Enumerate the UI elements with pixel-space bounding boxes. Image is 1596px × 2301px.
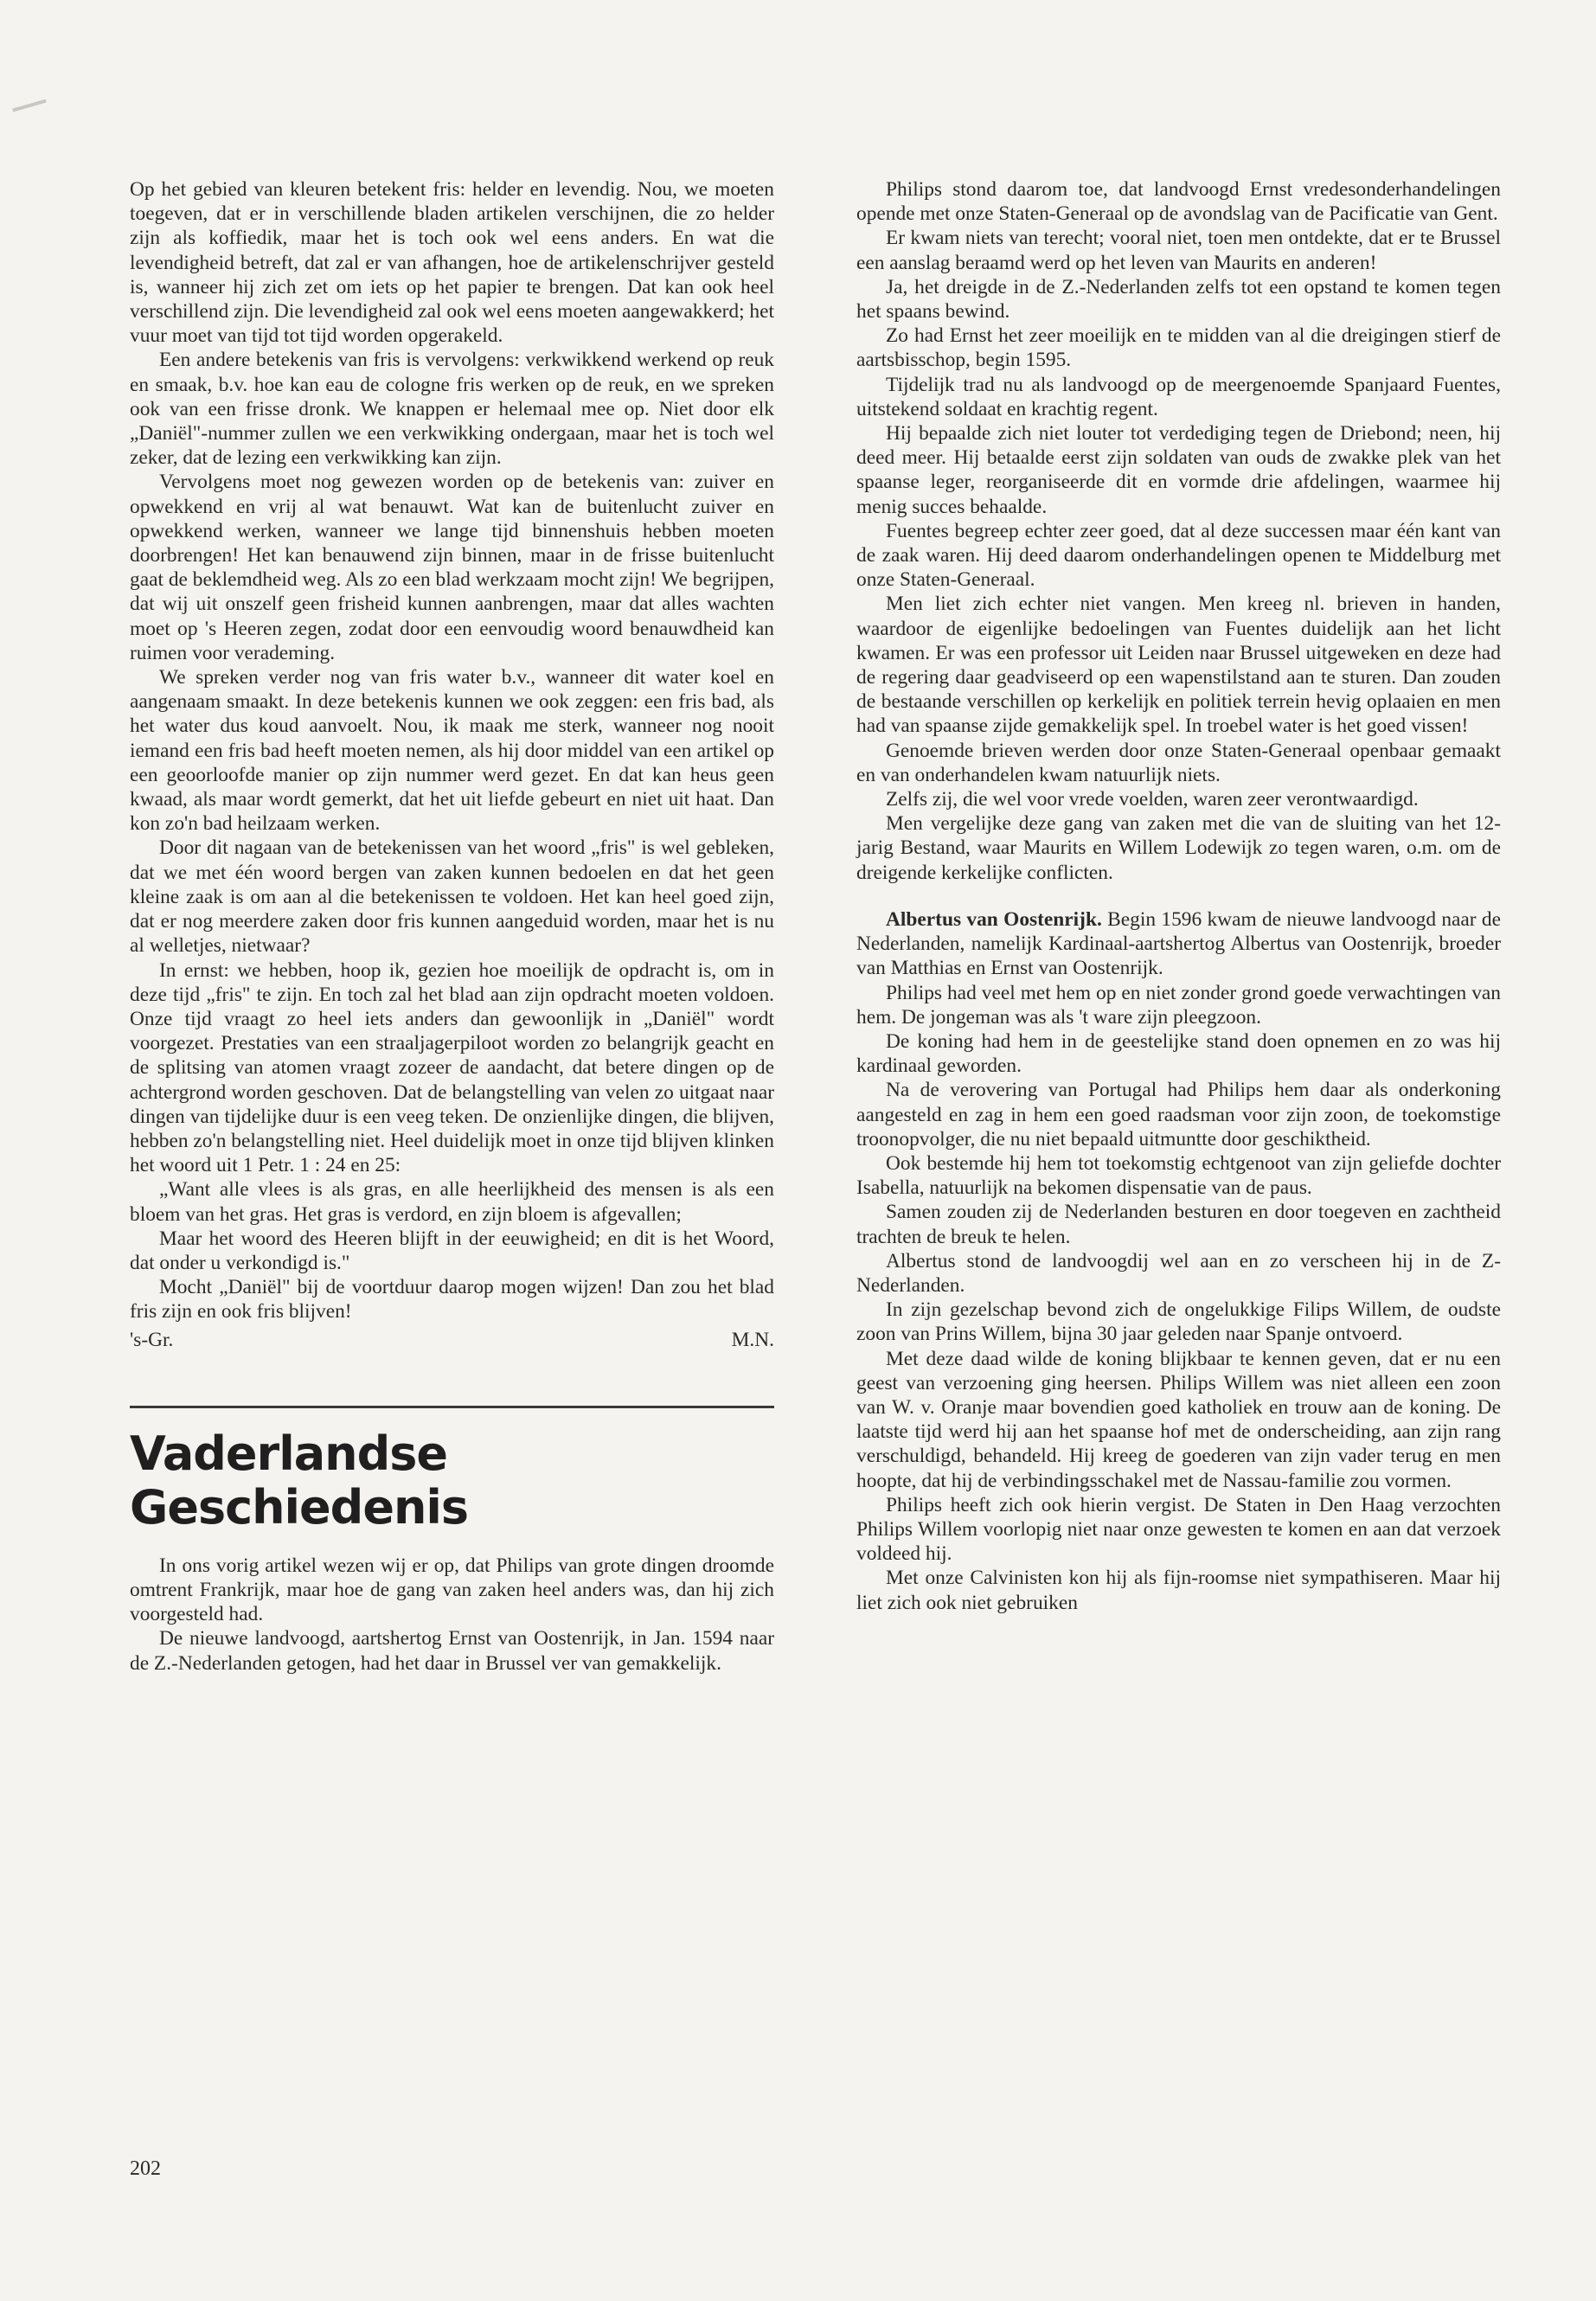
left-column: [130, 177, 774, 1676]
run-in-text: Begin 1596 kwam de nieuwe landvoogd naar de Nederlanden, namelijk Kardinaal-aartshertog Albertus van Oostenrijk, broeder van Matthias en Ernst van Oostenrijk.: [856, 907, 1501, 980]
signature-initials: M.N.: [731, 1328, 774, 1351]
paragraph: De koning had hem in de geestelijke stand doen opnemen en zo was hij kardinaal geworden.: [856, 1029, 1501, 1078]
paragraph: Hij bepaalde zich niet louter tot verdediging tegen de Driebond; neen, hij deed meer. Hij betaalde eerst zijn soldaten van ouds de zwakke plek van het spaanse leger, reorganiseerde dit en vormde drie afdelingen, waarmee hij menig succes behaalde.: [856, 422, 1501, 518]
paragraph: Tijdelijk trad nu als landvoogd op de meergenoemde Spanjaard Fuentes, uitstekend soldaat en krachtig regent.: [856, 373, 1501, 420]
signature-place: 's-Gr.: [130, 1328, 174, 1351]
section-title: Vaderlandse Geschiedenis: [130, 1426, 469, 1535]
section-divider: [130, 1406, 774, 1408]
paragraph: Philips stond daarom toe, dat landvoogd Ernst vredesonderhandelingen opende met onze Staten-Generaal op de avondslag van de Pacificatie van Gent.: [856, 178, 1501, 226]
scan-edge-mark: [12, 99, 47, 112]
quote-paragraph: Maar het woord des Heeren blijft in der eeuwigheid; en dit is het Woord, dat onder u verkondigd is.": [130, 1227, 774, 1274]
paragraph: Zo had Ernst het zeer moeilijk en te midden van al die dreigingen stierf de aartsbisschop, begin 1595.: [856, 324, 1501, 372]
paragraph: Philips had veel met hem op en niet zonder grond goede verwachtingen van hem. De jongeman was als 't ware zijn pleegzoon.: [856, 981, 1501, 1029]
run-in-heading: Albertus van Oostenrijk.: [886, 907, 1102, 931]
article-geschiedenis-intro: [130, 1554, 774, 1676]
paragraph: In zijn gezelschap bevond zich de ongelukkige Filips Willem, de oudste zoon van Prins Willem, bijna 30 jaar geleden naar Spanje ontvoerd.: [856, 1298, 1501, 1346]
paragraph: Samen zouden zij de Nederlanden besturen en door toegeven en zachtheid trachten de breuk te helen.: [856, 1201, 1501, 1248]
article-fris-body: [130, 177, 774, 1352]
paragraph: Zelfs zij, die wel voor vrede voelden, waren zeer verontwaardigd.: [886, 788, 1419, 811]
paragraph: Fuentes begreep echter zeer goed, dat al deze successen maar één kant van de zaak waren. Hij deed daarom onderhandelingen openen te Middelburg met onze Staten-Generaal.: [856, 519, 1501, 592]
right-column: [856, 177, 1501, 1615]
signature-row: [130, 1328, 774, 1352]
paragraph: Na de verovering van Portugal had Philips hem daar als onderkoning aangesteld en zag in hem een goed raadsman voor zijn zoon, de toekomstige troonopvolger, die nu niet bepaald uitmuntte door geschiktheid.: [856, 1079, 1501, 1150]
paragraph: Ook bestemde hij hem tot toekomstig echtgenoot van zijn geliefde dochter Isabella, natuurlijk na bekomen dispensatie van de paus.: [856, 1151, 1501, 1200]
paragraph: Albertus stond de landvoogdij wel aan en zo verscheen hij in de Z-Nederlanden.: [856, 1249, 1501, 1297]
paragraph: Met deze daad wilde de koning blijkbaar te kennen geven, dat er nu een geest van verzoening ging heersen. Philips Willem was niet alleen een zoon van W. v. Oranje maar bovendien goed katholiek en trouw aan de koning. De laatste tijd werd hij aan het spaanse hof met de onderscheiding, aan zijn rang verschuldigd, behandeld. Hij kreeg de goederen van zijn vader terug en men hoopte, dat hij de verbindingsschakel met de Nassau-familie zou vormen.: [856, 1347, 1501, 1492]
paragraph: Een andere betekenis van fris is vervolgens: verkwikkend werkend op reuk en smaak, b.v. hoe kan eau de cologne fris werken op de reuk, en we spreken ook van een frisse dronk. We knappen er helemaal mee op. Niet door elk „Daniël"-nummer zullen we een verkwikking ondergaan, maar het is toch wel zeker, dat de lezing een verkwikking kan zijn.: [130, 349, 774, 470]
paragraph: Er kwam niets van terecht; vooral niet, toen men ontdekte, dat er te Brussel een aanslag beraamd werd op het leven van Maurits en anderen!: [856, 227, 1501, 274]
paragraph: Mocht „Daniël" bij de voortduur daarop mogen wijzen! Dan zou het blad fris zijn en ook fris blijven!: [130, 1276, 774, 1324]
paragraph: De nieuwe landvoogd, aartshertog Ernst van Oostenrijk, in Jan. 1594 naar de Z.-Nederlanden getogen, had het daar in Brussel ver van gemakkelijk.: [130, 1627, 774, 1675]
paragraph: Genoemde brieven werden door onze Staten-Generaal openbaar gemaakt en van onderhandelen kwam natuurlijk niets.: [856, 739, 1501, 786]
paragraph: Ja, het dreigde in de Z.-Nederlanden zelfs tot een opstand te komen tegen het spaans bewind.: [856, 275, 1501, 324]
paragraph: Men vergelijke deze gang van zaken met die van de sluiting van het 12-jarig Bestand, waar Maurits en Willem Lodewijk zo tegen waren, o.m. om de dreigende kerkelijke conflicten.: [856, 812, 1501, 884]
paragraph: Men liet zich echter niet vangen. Men kreeg nl. brieven in handen, waardoor de eigenlijke bedoelingen van Fuentes duidelijk aan het licht kwamen. Er was een professor uit Leiden naar Brussel uitgeweken en deze had de regering daar geadviseerd op een wapenstilstand aan te sturen. Dan zouden de bestaande verschillen op kerkelijk en politiek terrein hevig oplaaien en men had van spaanse zijde gemakkelijk spel. In troebel water is het goed vissen!: [856, 593, 1501, 738]
paragraph: In ons vorig artikel wezen wij er op, dat Philips van grote dingen droomde omtrent Frankrijk, maar hoe de gang van zaken heel anders was, dan hij zich voorgesteld had.: [130, 1554, 774, 1626]
paragraph: In ernst: we hebben, hoop ik, gezien hoe moeilijk de opdracht is, om in deze tijd „fris" te zijn. En toch zal het blad aan zijn opdracht moeten voldoen. Onze tijd vraagt zo heel iets anders dan gewoonlijk in „Daniël" wordt voorgezet. Prestaties van een straaljagerpiloot worden zo belangrijk geacht en de splitsing van atomen vraagt zozeer de aandacht, dat betere dingen op de achtergrond worden geschoven. Dat de belangstelling van velen zo uitgaat naar dingen van tijdelijke duur is een veeg teken. De onzienlijke dingen, die blijven, hebben zo'n belangstelling niet. Heel duidelijk moet in onze tijd blijven klinken het woord uit 1 Petr. 1 : 24 en 25:: [130, 958, 774, 1177]
run-in-paragraph: [856, 907, 1501, 981]
paragraph: Vervolgens moet nog gewezen worden op de betekenis van: zuiver en opwekkend en vrij al wat benauwt. Wat kan de buitenlucht zuiver en opwekkend werken, wanneer we lange tijd binnenshuis hebben moeten doorbrengen! Het kan benauwend zijn binnen, maar in de frisse buitenlucht gaat de beklemdheid weg. Als zo een blad werkzaam mocht zijn! We begrijpen, dat wij uit onszelf geen frisheid kunnen aanbrengen, maar dat alles wachten moet op 's Heeren zegen, zodat door een eenvoudig woord benauwdheid kan ruimen voor verademing.: [130, 471, 774, 664]
paragraph: We spreken verder nog van fris water b.v., wanneer dit water koel en aangenaam smaakt. In deze betekenis kunnen we ook zeggen: een fris bad, als het water dus koud aanvoelt. Nou, ik maak me sterk, wanneer nog nooit iemand een fris bad heeft moeten nemen, als hij door middel van een artikel op een geoorloofde manier op zijn nummer werd gezet. En dat kan heus geen kwaad, als maar wordt gemerkt, dat het uit liefde gebeurt en niet uit haat. Dan kon zo'n bad heilzaam werken.: [130, 666, 774, 836]
quote-paragraph: „Want alle vlees is als gras, en alle heerlijkheid des mensen is als een bloem van het gras. Het gras is verdord, en zijn bloem is afgevallen;: [130, 1178, 774, 1226]
paragraph: Door dit nagaan van de betekenissen van het woord „fris" is wel gebleken, dat we met één woord bergen van zaken kunnen bedoelen en dat het geen kleine zaak is om aan al die betekenissen te voldoen. Het kan heel goed zijn, dat er nog meerdere zaken door fris kunnen aangeduid worden, maar het is nu al welletjes, nietwaar?: [130, 836, 774, 958]
paragraph: Met onze Calvinisten kon hij als fijn-roomse niet sympathiseren. Maar hij liet zich ook niet gebruiken: [856, 1567, 1501, 1614]
paragraph: Op het gebied van kleuren betekent fris: helder en levendig. Nou, we moeten toegeven, dat er in verschillende bladen artikelen verschijnen, die zo helder zijn als koffiedik, maar het is toch ook wel eens anders. En wat die levendigheid betreft, dat zal er van afhangen, hoe de artikelenschrijver gesteld is, wanneer hij zich zet om iets op het papier te brengen. Dat kan ook heel verschillend zijn. Die levendigheid zal ook wel eens moeten aangewakkerd; het vuur moet van tijd tot tijd worden opgerakeld.: [130, 178, 774, 348]
paragraph: Philips heeft zich ook hierin vergist. De Staten in Den Haag verzochten Philips Willem voorlopig niet naar onze gewesten te komen en aan dat verzoek voldeed hij.: [856, 1493, 1501, 1566]
page-number: 202: [130, 2157, 161, 2180]
